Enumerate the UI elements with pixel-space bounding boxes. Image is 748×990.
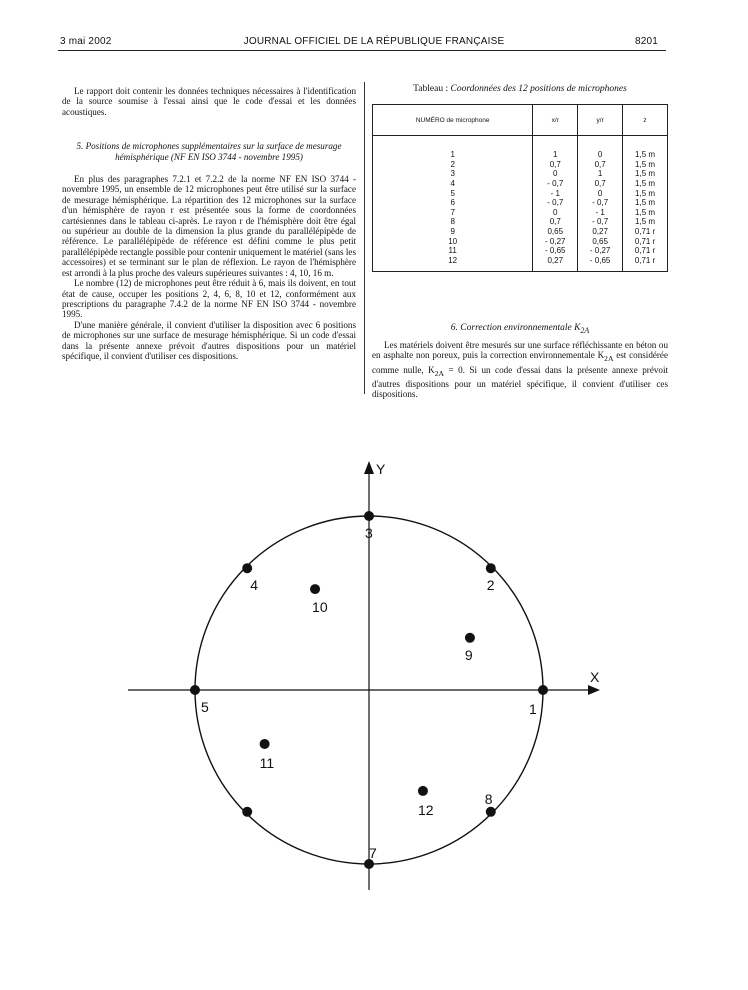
microphone-label: 1 — [529, 701, 537, 717]
page-number: 8201 — [634, 36, 658, 47]
table-cell: 0,71 r — [623, 256, 668, 272]
table-cell: 0,7 — [533, 217, 578, 227]
microphone-point — [465, 633, 475, 643]
table-cell: 1,5 m — [623, 136, 668, 160]
table-cell: 0 — [533, 208, 578, 218]
table-cell: 0 — [578, 188, 623, 198]
table-cell: 0,71 r — [623, 246, 668, 256]
microphone-label: 5 — [201, 699, 209, 715]
table-cell: 1,5 m — [623, 198, 668, 208]
table-cell: 11 — [373, 246, 533, 256]
table-cell: 1 — [578, 169, 623, 179]
table-cell: - 0,27 — [533, 236, 578, 246]
table-cell: 5 — [373, 188, 533, 198]
table-cell: - 0,7 — [533, 179, 578, 189]
table-cell: 3 — [373, 169, 533, 179]
table-cell: 0,27 — [578, 227, 623, 237]
table-cell: 0,7 — [533, 160, 578, 170]
table-cell: 6 — [373, 198, 533, 208]
microphone-point — [486, 807, 496, 817]
microphone-label: 2 — [486, 577, 495, 594]
table-cell: 1,5 m — [623, 169, 668, 179]
table-cell: - 1 — [533, 188, 578, 198]
table-cell: 0 — [578, 136, 623, 160]
section-6-title: 6. Correction environnementale $K_{2A}$ — [450, 323, 590, 335]
table-cell: 2 — [373, 160, 533, 170]
intro-paragraph: Le rapport doit contenir les données techniques nécessaires à l'identification de la source soumise à l'essai ainsi que le code d'essai et les données acoustiques. — [62, 86, 356, 117]
table-cell: - 0,7 — [533, 198, 578, 208]
microphone-point — [418, 786, 428, 796]
table-cell: 4 — [373, 179, 533, 189]
microphone-label: 12 — [417, 801, 434, 818]
table-cell: 1 — [533, 136, 578, 160]
table-cell: 1 — [373, 136, 533, 160]
section-5-paragraph-2: Le nombre (12) de microphones peut être réduit à 6, mais ils doivent, en tout état de cause, occuper les positions 2, 4, 6, 8, 10 et 12, conformément aux prescriptions du paragraphe 7.4.2 de la norme NF EN ISO 3744 - novembre 1995. — [62, 278, 356, 320]
microphone-point — [310, 584, 320, 594]
microphone-point — [242, 563, 252, 573]
microphone-point — [190, 685, 200, 695]
table-cell: 1,5 m — [623, 217, 668, 227]
y-axis-label: Y — [376, 461, 386, 477]
table-cell: 0,7 — [578, 160, 623, 170]
microphone-point — [242, 807, 252, 817]
microphone-label: 8 — [484, 790, 493, 807]
table-cell: 9 — [373, 227, 533, 237]
table-cell: 1,5 m — [623, 208, 668, 218]
journal-title: JOURNAL OFFICIEL DE LA RÉPUBLIQUE FRANÇAISE — [243, 36, 505, 47]
table-cell: 0,65 — [533, 227, 578, 237]
microphone-point — [486, 563, 496, 573]
table-cell: 0,7 — [578, 179, 623, 189]
table-header-cell: NUMÉRO de microphone — [373, 105, 533, 136]
section-6-paragraph: Les matériels doivent être mesurés sur une surface réfléchissante en béton ou en asphalte non poreux, puis la correction environnementale $K_{2A}$ est considérée comme nulle, $K_{2A} = 0$. Si un code d'essai dans la présente annexe prévoit d'autres dispositions pour un matériel spécifique, il convient d'utiliser ces dispositions. — [372, 340, 669, 400]
table-header-cell: y/r — [578, 105, 623, 136]
microphone-point — [260, 739, 270, 749]
microphone-point — [364, 511, 374, 521]
microphone-label: 3 — [365, 525, 373, 541]
table-cell: - 1 — [578, 208, 623, 218]
table-cell: 0,71 r — [623, 227, 668, 237]
table-cell: - 0,7 — [578, 217, 623, 227]
section-5-paragraph-1: En plus des paragraphes 7.2.1 et 7.2.2 de la norme NF EN ISO 3744 - novembre 1995, un ensemble de 12 microphones peut être utilisé sur la surface de mesurage hémisphérique. La répartition des 12 microphones sur la surface d'un hémisphère de rayon r est présentée sous la forme de coordonnées cartésiennes dans le tableau ci-après. Le rayon r de l'hémisphère doit être égal ou supérieur au double de la dimension la plus grande du parallélépipède de référence. Le parallélépipède de référence est défini comme le plus petit parallélépipède rectangle possible pour contenir uniquement le matériel (sans les accessoires) et se terminant sur le plan de réflexion. Le rayon de l'hémisphère est arrondi à la plus proche des valeurs supérieures suivantes : 4, 10, 16 m. — [62, 174, 356, 278]
table-cell: - 0,65 — [578, 256, 623, 272]
table-header-cell: z — [623, 105, 668, 136]
x-axis-arrow — [588, 685, 600, 695]
header-date: 3 mai 2002 — [60, 36, 112, 47]
microphone-point — [538, 685, 548, 695]
table-cell: 7 — [373, 208, 533, 218]
table-caption: Tableau : Coordonnées des 12 positions de microphones — [413, 84, 627, 94]
table-cell: 0,65 — [578, 236, 623, 246]
table-cell: 8 — [373, 217, 533, 227]
section-5-title: 5. Positions de microphones supplémentaires sur la surface de mesurage hémisphérique (NF EN ISO 3744 - novembre 1995) — [76, 141, 342, 162]
table-cell: 10 — [373, 236, 533, 246]
table-cell: - 0,65 — [533, 246, 578, 256]
table-cell: 12 — [373, 256, 533, 272]
table-cell: - 0,7 — [578, 198, 623, 208]
table-cell: 0 — [533, 169, 578, 179]
x-axis-label: X — [590, 669, 600, 685]
table-cell: 1,5 m — [623, 160, 668, 170]
microphone-label: 4 — [250, 577, 258, 594]
y-axis-arrow — [364, 461, 374, 474]
table-cell: - 0,27 — [578, 246, 623, 256]
table-header-cell: x/r — [533, 105, 578, 136]
table-cell: 1,5 m — [623, 179, 668, 189]
table-cell: 1,5 m — [623, 188, 668, 198]
microphone-label: 10 — [312, 599, 328, 616]
microphone-label: 9 — [464, 646, 473, 663]
table-cell: 0,27 — [533, 256, 578, 272]
table-cell: 0,71 r — [623, 236, 668, 246]
section-5-paragraph-3: D'une manière générale, il convient d'utiliser la disposition avec 6 positions de microphones sur une surface de mesurage hémisphérique. Si un code d'essai dans la présente annexe prévoit d'autres dispositions pour un matériel spécifique, il convient d'utiliser ces dispositions. — [62, 319, 356, 361]
microphone-label: 11 — [259, 754, 275, 771]
microphone-label: 7 — [369, 845, 377, 861]
